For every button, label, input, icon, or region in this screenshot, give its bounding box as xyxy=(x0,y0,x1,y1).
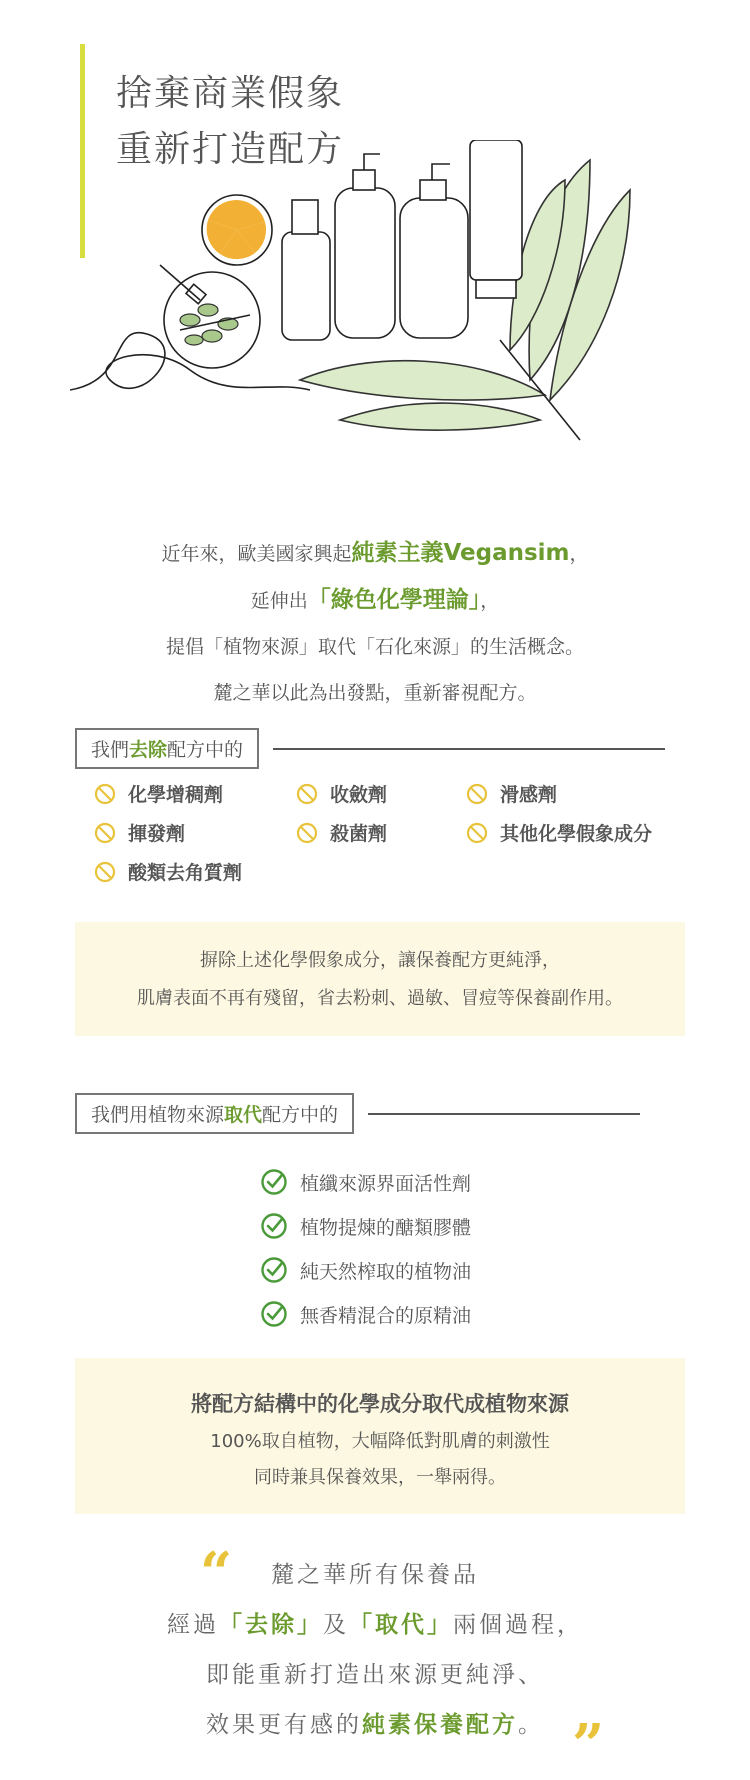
prohibit-icon xyxy=(466,822,488,844)
intro-text xyxy=(0,530,750,716)
prohibit-icon xyxy=(296,783,318,805)
remove-label-pre: 我們 xyxy=(91,739,130,761)
replace-section-header xyxy=(75,1093,640,1134)
remove-label-highlight: 去除 xyxy=(129,739,168,761)
intro-highlight-green-chem: 「綠色化學理論」 xyxy=(307,587,481,613)
check-circle-icon xyxy=(260,1300,288,1328)
replace-label-pre: 我們用植物來源 xyxy=(91,1104,225,1126)
remove-section-label xyxy=(75,728,259,769)
remove-label-post: 配方中的 xyxy=(167,739,244,761)
check-circle-icon xyxy=(260,1168,288,1196)
replace-note-headline: 將配方結構中的化學成分取代成植物來源 xyxy=(191,1392,569,1416)
replace-item-label: 植物提煉的醣類膠體 xyxy=(300,1216,472,1239)
skincare-products-illustration xyxy=(70,140,670,500)
quote-line4-pre: 效果更有感的 xyxy=(206,1712,362,1738)
remove-item-label: 揮發劑 xyxy=(128,823,186,845)
prohibit-icon xyxy=(296,822,318,844)
replace-label-post: 配方中的 xyxy=(262,1104,339,1126)
intro-line2-punct: ， xyxy=(480,590,500,612)
quote-line4-post: 。 xyxy=(518,1712,544,1738)
intro-line1 xyxy=(0,530,750,577)
replace-item-label: 植纖來源界面活性劑 xyxy=(300,1172,472,1195)
quote-line1: 麓之華所有保養品 xyxy=(271,1562,479,1588)
remove-item-label: 酸類去角質劑 xyxy=(128,862,243,884)
replace-item xyxy=(260,1204,471,1248)
quote-line4 xyxy=(0,1700,750,1750)
prohibit-icon xyxy=(94,861,116,883)
replace-item-label: 無香精混合的原精油 xyxy=(300,1304,472,1327)
remove-section-divider xyxy=(273,748,665,750)
close-quote-mark: ” xyxy=(572,1712,605,1778)
quote-line2-pre: 經過 xyxy=(167,1612,219,1638)
intro-line2-text: 延伸出 xyxy=(250,590,308,612)
intro-line1-text: 近年來，歐美國家興起 xyxy=(161,543,352,565)
quote-highlight-vegan-formula: 純素保養配方 xyxy=(362,1711,518,1738)
quote-highlight-remove: 「去除」 xyxy=(219,1611,323,1638)
remove-item-label: 殺菌劑 xyxy=(330,823,388,845)
check-circle-icon xyxy=(260,1256,288,1284)
remove-section-header xyxy=(75,728,665,769)
remove-item-label: 滑感劑 xyxy=(500,784,558,806)
closing-quote-block xyxy=(0,1550,750,1750)
quote-line2-post: 兩個過程， xyxy=(453,1612,583,1638)
quote-line2-mid: 及 xyxy=(323,1612,349,1638)
remove-note-line2: 肌膚表面不再有殘留，省去粉刺、過敏、冒痘等保養副作用。 xyxy=(137,988,623,1009)
quote-line2 xyxy=(0,1600,750,1650)
remove-item xyxy=(94,858,242,885)
replace-item xyxy=(260,1292,471,1336)
intro-line4: 麓之華以此為出發點，重新審視配方。 xyxy=(213,682,537,704)
remove-item xyxy=(94,819,185,846)
remove-item-label: 其他化學假象成分 xyxy=(500,823,653,845)
remove-item xyxy=(466,780,557,807)
remove-item-label: 收斂劑 xyxy=(330,784,388,806)
check-circle-icon xyxy=(260,1212,288,1240)
replace-item xyxy=(260,1248,471,1292)
remove-note-box xyxy=(75,922,685,1036)
replace-item-label: 純天然榨取的植物油 xyxy=(300,1260,472,1283)
replace-item xyxy=(260,1160,471,1204)
replace-section-label xyxy=(75,1093,354,1134)
remove-item xyxy=(296,780,387,807)
replace-label-highlight: 取代 xyxy=(224,1104,263,1126)
remove-item xyxy=(296,819,387,846)
remove-item xyxy=(94,780,223,807)
hero-title-line2: 重新打造配方 xyxy=(116,129,345,170)
remove-item-label: 化學增稠劑 xyxy=(128,784,224,806)
intro-line3: 提倡「植物來源」取代「石化來源」的生活概念。 xyxy=(165,636,584,658)
remove-item xyxy=(466,819,652,846)
quote-highlight-replace: 「取代」 xyxy=(349,1611,453,1638)
remove-note-line1: 摒除上述化學假象成分，讓保養配方更純淨， xyxy=(200,950,560,971)
replace-note-line1: 100%取自植物，大幅降低對肌膚的刺激性 xyxy=(210,1431,550,1452)
quote-line3: 即能重新打造出來源更純淨、 xyxy=(206,1662,544,1688)
intro-highlight-vegan: 純素主義Vegansim xyxy=(351,540,570,566)
intro-line2 xyxy=(0,577,750,624)
prohibit-icon xyxy=(94,783,116,805)
replace-note-box xyxy=(75,1358,685,1514)
open-quote-mark: “ xyxy=(200,1540,233,1606)
replace-note-line2: 同時兼具保養效果，一舉兩得。 xyxy=(254,1467,506,1488)
prohibit-icon xyxy=(466,783,488,805)
intro-line1-punct: ， xyxy=(569,543,589,565)
hero-title-line1: 捨棄商業假象 xyxy=(116,73,345,114)
replace-section-divider xyxy=(368,1113,640,1115)
prohibit-icon xyxy=(94,822,116,844)
replace-items-list xyxy=(260,1160,471,1336)
